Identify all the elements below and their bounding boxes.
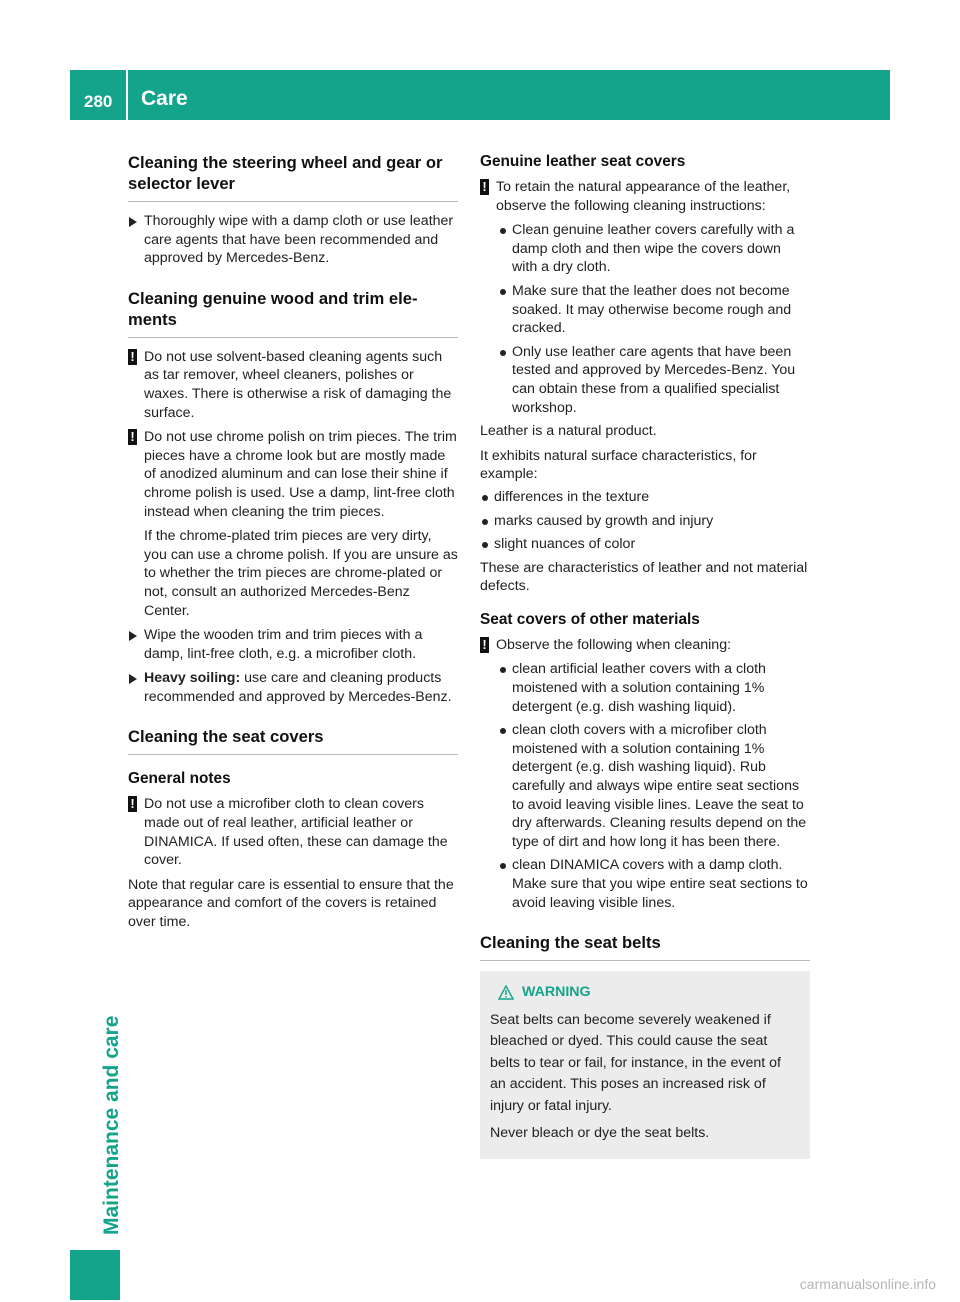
- step-bold-label: Heavy soiling:: [144, 670, 241, 687]
- caution-note: [128, 348, 458, 422]
- bullet-icon: [482, 542, 488, 548]
- list-item-text: Only use leather care agents that have been tested and approved by Mercedes-Benz. You can obtain these from a qualified specialist workshop.: [512, 343, 796, 416]
- caution-note: [480, 178, 810, 215]
- bullet-icon: [482, 495, 488, 501]
- exclamation-icon: !: [480, 179, 489, 195]
- note-text: Do not use a microfiber cloth to clean covers made out of real leather, artificial leather or DINAMICA. If used often, these can damage the cover.: [144, 796, 448, 869]
- list-item: [498, 221, 810, 277]
- header-divider: [126, 70, 128, 120]
- note-text: To retain the natural appearance of the leather, observe the following cleaning instructions:: [496, 179, 791, 214]
- list-item: [498, 856, 810, 912]
- right-column: [480, 152, 810, 1159]
- list-item: [480, 488, 810, 507]
- subsection-title: General notes: [128, 770, 231, 788]
- bullet-icon: [500, 728, 506, 734]
- bullet-icon: [500, 863, 506, 869]
- header-bar: [70, 70, 890, 120]
- list-item: [498, 343, 810, 417]
- list-item: [480, 512, 810, 531]
- warning-header: [490, 983, 800, 1002]
- section-title-wood: Cleaning genuine wood and trim elements: [128, 288, 458, 338]
- arrow-right-icon: [129, 631, 137, 641]
- exclamation-icon: !: [128, 349, 137, 365]
- note-text: If the chrome-plated trim pieces are very dirty, you can use a chrome polish. If you are unsure as to whether the trim pieces are chrome-plated or not, consult an authorized Mercedes-Benz Center.: [144, 528, 458, 619]
- step-item: [128, 212, 458, 268]
- arrow-right-icon: [129, 674, 137, 684]
- step-item: [128, 669, 458, 706]
- paragraph: It exhibits natural surface characteristics, for example:: [480, 447, 757, 483]
- subsection-title-leather: Genuine leather seat covers: [480, 153, 686, 170]
- list-item: [498, 660, 810, 716]
- bullet-icon: [500, 228, 506, 234]
- warning-triangle-icon: [498, 985, 514, 1000]
- bullet-icon: [500, 289, 506, 295]
- left-column: [128, 152, 458, 938]
- list-item-text: differences in the texture: [494, 488, 650, 505]
- exclamation-icon: !: [480, 637, 489, 653]
- note-text: Observe the following when cleaning:: [496, 636, 732, 653]
- paragraph: Leather is a natural product.: [480, 423, 657, 440]
- section-title-seat-belts: Cleaning the seat belts: [480, 932, 810, 961]
- list-item-text: Clean genuine leather covers carefully with a damp cloth and then wipe the covers down with a dry cloth.: [512, 222, 795, 276]
- bullet-icon: [482, 519, 488, 525]
- step-item: [128, 626, 458, 663]
- bullet-list: [498, 660, 810, 912]
- exclamation-icon: !: [128, 796, 137, 812]
- list-item-text: clean cloth covers with a microfiber cloth moistened with a solution containing 1% detergent (e.g. dish washing liquid). Rub carefully and always wipe entire seat sections to avoid leaving visible lines. Leave the seat to dry afterwards. Cleaning results depend on the type of dirt and how long it has been there.: [512, 722, 807, 850]
- subsection-title-other-materials: Seat covers of other materials: [480, 610, 700, 628]
- page-number: 280: [84, 92, 113, 111]
- note-text: Do not use solvent-based cleaning agents such as tar remover, wheel cleaners, polishes or waxes. There is otherwise a risk of damaging the surface.: [144, 348, 452, 421]
- bullet-icon: [500, 350, 506, 356]
- warning-box: [480, 971, 810, 1159]
- side-section-label: Maintenance and care: [100, 1015, 123, 1235]
- side-tab-marker: [70, 1250, 120, 1300]
- section-title-steering: Cleaning the steering wheel and gear or selector lever: [128, 152, 458, 202]
- caution-note: [480, 636, 810, 655]
- bullet-list: [498, 221, 810, 417]
- page-title: Care: [141, 87, 188, 110]
- note-text: Do not use chrome polish on trim pieces. The trim pieces have a chrome look but are mostly made of anodized aluminum and can lose their shine if chrome polish is used. Use a damp, lint-free cloth instead when cleaning the trim pieces.: [144, 429, 457, 520]
- paragraph: Note that regular care is essential to ensure that the appearance and comfort of the covers is retained over time.: [128, 876, 454, 931]
- watermark: carmanualsonline.info: [799, 1276, 936, 1292]
- paragraph: These are characteristics of leather and not material defects.: [480, 559, 808, 595]
- caution-note: [128, 428, 458, 620]
- list-item-text: clean DINAMICA covers with a damp cloth. Make sure that you wipe entire seat sections to avoid leaving visible lines.: [512, 857, 808, 911]
- list-item-text: slight nuances of color: [494, 536, 636, 553]
- warning-text: Never bleach or dye the seat belts.: [490, 1125, 710, 1142]
- list-item: [498, 721, 810, 851]
- list-item-text: marks caused by growth and injury: [494, 512, 714, 529]
- step-text: use care and cleaning products recommended and approved by Mercedes-Benz.: [144, 670, 452, 705]
- bullet-icon: [500, 667, 506, 673]
- warning-text: Seat belts can become severely weakened if bleached or dyed. This could cause the seat belts to tear or fail, for instance, in the event of an accident. This poses an increased risk of injury or fatal injury.: [490, 1011, 782, 1114]
- list-item: [498, 282, 810, 338]
- section-title-seat-covers: Cleaning the seat covers: [128, 726, 458, 755]
- list-item: [480, 535, 810, 554]
- step-text: Wipe the wooden trim and trim pieces with a damp, lint-free cloth, e.g. a microfiber cloth.: [144, 627, 423, 662]
- list-item-text: Make sure that the leather does not become soaked. It may otherwise become rough and cracked.: [512, 282, 792, 337]
- caution-note: [128, 795, 458, 869]
- warning-label: WARNING: [522, 984, 591, 1001]
- exclamation-icon: !: [128, 429, 137, 445]
- arrow-right-icon: [129, 217, 137, 227]
- step-text: Thoroughly wipe with a damp cloth or use leather care agents that have been recommended and approved by Mercedes-Benz.: [144, 213, 454, 267]
- list-item-text: clean artificial leather covers with a cloth moistened with a solution containing 1% detergent (e.g. dish washing liquid).: [512, 661, 766, 715]
